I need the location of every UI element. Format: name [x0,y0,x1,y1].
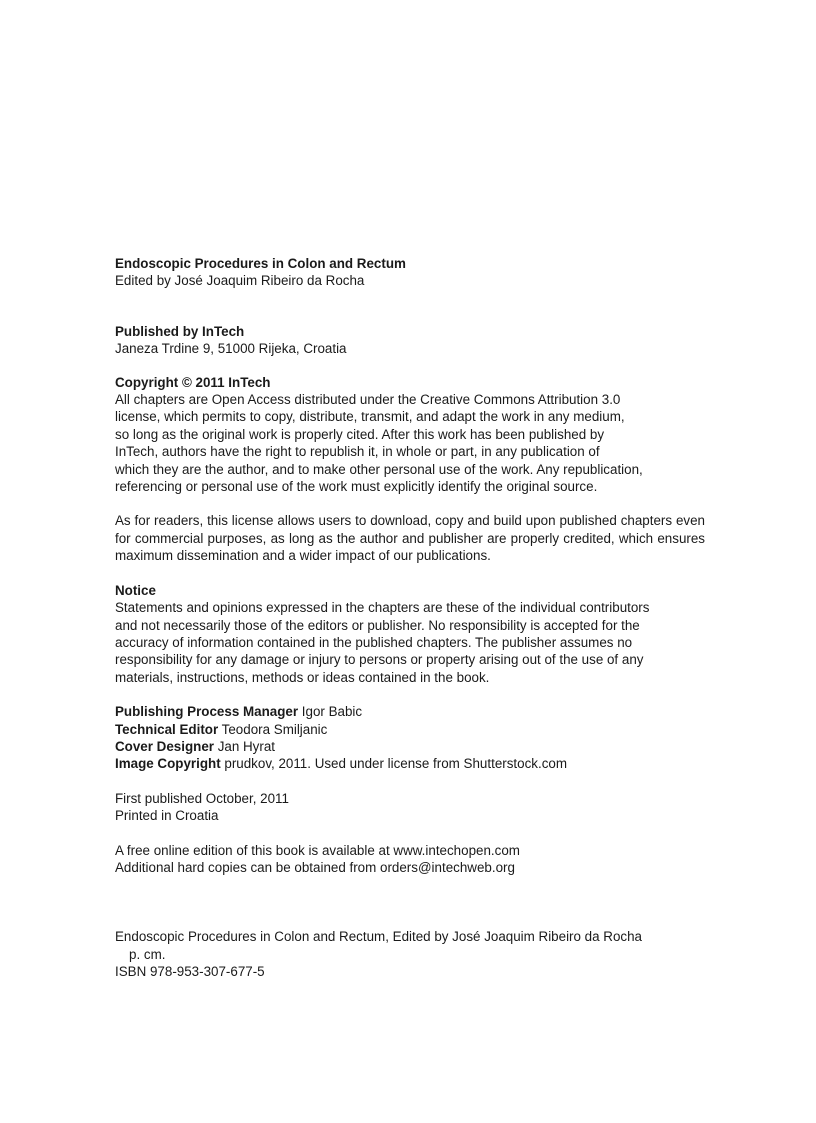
credit-name: Jan Hyrat [213,738,276,754]
credit-publishing-manager [115,703,705,720]
credit-name: prudkov, 2011. Used under license from Shutterstock.com [220,756,567,772]
publisher-address: Janeza Trdine 9, 51000 Rijeka, Croatia [115,341,347,357]
book-title: Endoscopic Procedures in Colon and Rectum [115,256,406,271]
editor-line: Edited by José Joaquim Ribeiro da Rocha [115,273,365,289]
copyright-line: license, which permits to copy, distribute, transmit, and adapt the work in any medium, [115,409,625,425]
credit-role: Cover Designer [115,738,214,754]
credit-name: Igor Babic [298,704,363,720]
cataloging-pages: p. cm. [129,946,166,962]
first-published: First published October, 2011 [115,790,289,806]
notice-heading: Notice [115,582,156,598]
copyright-line: All chapters are Open Access distributed under the Creative Commons Attribution 3.0 [115,392,621,408]
credit-role: Publishing Process Manager [115,704,299,720]
printed-in: Printed in Croatia [115,808,219,824]
credit-role: Image Copyright [115,756,221,772]
notice-line: responsibility for any damage or injury to persons or property arising out of the use of any [115,652,644,668]
credit-technical-editor [115,721,705,738]
cataloging-entry: Endoscopic Procedures in Colon and Rectum, Edited by José Joaquim Ribeiro da Rocha [115,929,642,945]
copyright-page [115,255,705,981]
notice-line: Statements and opinions expressed in the chapters are these of the individual contributors [115,600,650,616]
copyright-license-text [115,391,705,495]
credit-cover-designer [115,738,705,755]
credits-list [115,703,705,773]
copyright-line: InTech, authors have the right to republish it, in whole or part, in any publication of [115,444,600,460]
publisher-heading: Published by InTech [115,323,245,339]
copyright-line: which they are the author, and to make other personal use of the work. Any republication, [115,461,643,477]
notice-line: and not necessarily those of the editors or publisher. No responsibility is accepted for the [115,617,640,633]
hard-copies-note: Additional hard copies can be obtained from orders@intechweb.org [115,859,515,875]
notice-line: materials, instructions, methods or ideas contained in the book. [115,669,490,685]
notice-line: accuracy of information contained in the published chapters. The publisher assumes no [115,634,633,650]
notice-text [115,599,705,686]
copyright-heading: Copyright © 2011 InTech [115,374,271,390]
credit-role: Technical Editor [115,721,219,737]
credit-name: Teodora Smiljanic [218,721,328,737]
isbn: ISBN 978-953-307-677-5 [115,964,265,980]
readers-paragraph: As for readers, this license allows users to download, copy and build upon published chapters even for commercial purposes, as long as the author and publisher are properly credited, which ensures maximum dissemination and a wider impact of our publications. [115,513,705,564]
online-edition-note: A free online edition of this book is available at www.intechopen.com [115,842,520,858]
copyright-line: referencing or personal use of the work must explicitly identify the original source. [115,479,598,495]
credit-image-copyright [115,755,705,772]
copyright-line: so long as the original work is properly cited. After this work has been published by [115,426,605,442]
